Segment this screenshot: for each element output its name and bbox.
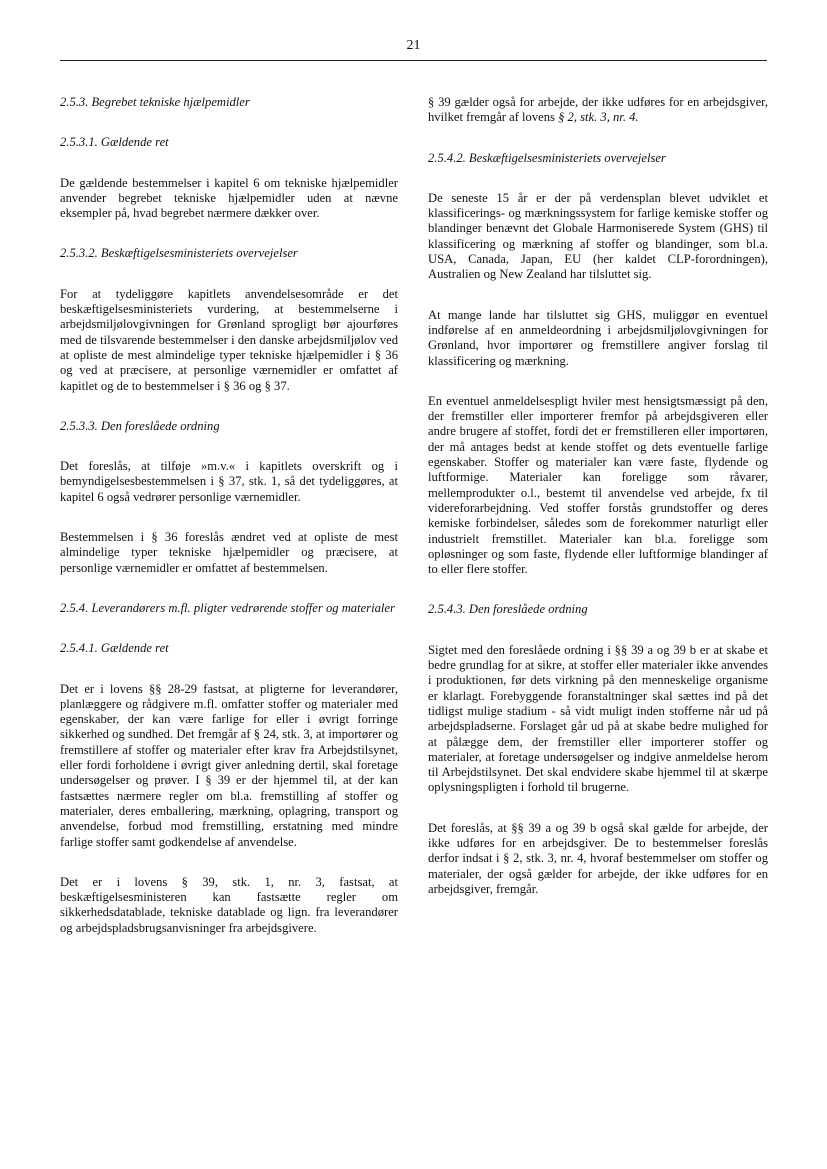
right-column	[428, 95, 768, 897]
paragraph: De seneste 15 år er der på verdensplan blevet udviklet et klassificerings- og mærkningssystem for farlige kemiske stoffer og blandinger benævnt det Globale Harmoniserede System (GHS) til klassificering og mærkning af stoffer og blandinger, som bl.a. USA, Canada, Japan, EU (her kaldet CLP-forordningen), Australien og New Zealand har tilsluttet sig.	[428, 190, 768, 282]
section-heading-2-5-3-3: 2.5.3.3. Den foreslåede ordning	[60, 418, 220, 433]
paragraph: En eventuel anmeldelsespligt hviler mest hensigtsmæssigt på den, der fremstiller eller importerer fremfor på arbejdsgiveren eller andre brugere af stoffet, fordi det er fremstilleren eller importøren, der må antages bedst at kende stoffet og dets eventuelle farlige egenskaber. Stoffer og materialer kan være faste, flydende og luftformige. Materialer kan foreligge som råvarer, mellemprodukter o.l., bestemt til anvendelse ved arbejde, fx til videreforarbejdning. Ved stoffer forstås grundstoffer og deres kemiske forbindelser, således som de forekommer naturligt eller industrielt fremstillet. Materialer kan bl.a. foreligge som opløsninger og som faste, flydende eller luftformige blandinger af to eller flere stoffer.	[428, 393, 768, 577]
section-heading-2-5-3: 2.5.3. Begrebet tekniske hjælpemidler	[60, 95, 250, 109]
left-column	[60, 95, 398, 936]
paragraph	[428, 95, 768, 126]
section-heading-2-5-4-2: 2.5.4.2. Beskæftigelsesministeriets overvejelser	[428, 150, 666, 165]
section-heading-2-5-3-2: 2.5.3.2. Beskæftigelsesministeriets overvejelser	[60, 246, 298, 261]
paragraph-text: § 39 gælder også for arbejde, der ikke udføres for en arbejdsgiver, hvilket fremgår af lovens	[428, 95, 768, 125]
section-heading-2-5-4-3: 2.5.4.3. Den foreslåede ordning	[428, 602, 588, 617]
paragraph: Det er i lovens §§ 28-29 fastsat, at pligterne for leverandører, planlæggere og rådgivere m.fl. omfatter stoffer og materialer med egenskaber, der kan være farlige for eller i øvrigt forringe sikkerhed og sundhed. Det fremgår af § 24, stk. 3, at importører og fremstillere af stoffer og materialer efter krav fra Arbejdstilsynet, eller fordi forholdene i øvrigt giver anledning dertil, skal foretage undersøgelser og prøver. I § 39 er der hjemmel til, at der kan fastsættes nærmere regler om bl.a. fremstilling af stoffer og materialer, deres emballering, mærkning, oplagring, transport og anvendelse, forbud mod fremstilling, erstatning med mindre farlige stoffer samt godkendelse af anvendelse.	[60, 681, 398, 849]
paragraph: Det er i lovens § 39, stk. 1, nr. 3, fastsat, at beskæftigelsesministeren kan fastsætte regler om sikkerhedsdatablade, tekniske datablade og lign. fra leverandører og arbejdspladsbrugsanvisninger fra arbejdsgivere.	[60, 874, 398, 935]
paragraph: De gældende bestemmelser i kapitel 6 om tekniske hjælpemidler anvender begrebet tekniske hjælpemidler uden at nævne eksempler på, hvad begrebet nærmere dækker over.	[60, 175, 398, 221]
section-heading-2-5-4: 2.5.4. Leverandørers m.fl. pligter vedrørende stoffer og materialer	[60, 600, 395, 615]
paragraph: At mange lande har tilsluttet sig GHS, muliggør en eventuel indførelse af en anmeldeordning i arbejdsmiljølovgivningen for Grønland, hvor importører og fremstillere angiver forslag til klassificering og mærkning.	[428, 307, 768, 368]
law-reference: § 2, stk. 3, nr. 4.	[558, 110, 639, 125]
header-rule	[60, 60, 767, 61]
paragraph: Bestemmelsen i § 36 foreslås ændret ved at opliste de mest almindelige typer tekniske hjælpemidler og præcisere, at personlige værnemidler er omfattet af bestemmelsen.	[60, 530, 398, 575]
paragraph: Det foreslås, at tilføje »m.v.« i kapitlets overskrift og i bemyndigelsesbestemmelsen i § 37, stk. 1, så det tydeliggøres, at kapitel 6 også vedrører personlige værnemidler.	[60, 459, 398, 504]
paragraph: Sigtet med den foreslåede ordning i §§ 39 a og 39 b er at skabe et bedre grundlag for at sikre, at stoffer eller materialer ikke anvendes i produktionen, før dets virkning på den menneskelige organisme er klarlagt. Forebyggende foranstaltninger skal sættes ind på det tidligst mulige stadium - så vidt muligt inden stofferne når ud på arbejdspladserne. Forslaget går ud på at skabe bedre mulighed for at pålægge dem, der fremstiller eller importerer stoffer og materialer, at foretage undersøgelser og indgive anmeldelse herom til Arbejdstilsynet. Det skal endvidere skabe hjemmel til at skærpe oplysningspligten i forhold til brugerne.	[428, 642, 768, 795]
paragraph: Det foreslås, at §§ 39 a og 39 b også skal gælde for arbejde, der ikke udføres for en arbejdsgiver. De to bestemmelser foreslås derfor indsat i § 2, stk. 3, nr. 4, hvoraf bestemmelser om stoffer og materialer, der også gælder for arbejde, der ikke udføres for en arbejdsgiver, fremgår.	[428, 820, 768, 896]
page-number: 21	[406, 38, 421, 53]
section-heading-2-5-3-1: 2.5.3.1. Gældende ret	[60, 135, 169, 150]
section-heading-2-5-4-1: 2.5.4.1. Gældende ret	[60, 641, 169, 656]
paragraph: For at tydeliggøre kapitlets anvendelsesområde er det beskæftigelsesministeriets vurdering, at bestemmelserne i arbejdsmiljølovgivningen for Grønland sprogligt bør ajourføres med de tilsvarende bestemmelser i den danske arbejdsmiljølov ved at opliste de mest almindelige typer tekniske hjælpemidler i § 36 og ved at præcisere, at personlige værnemidler er omfattet af kapitlet og de to bestemmelser i § 36 og § 37.	[60, 286, 398, 393]
